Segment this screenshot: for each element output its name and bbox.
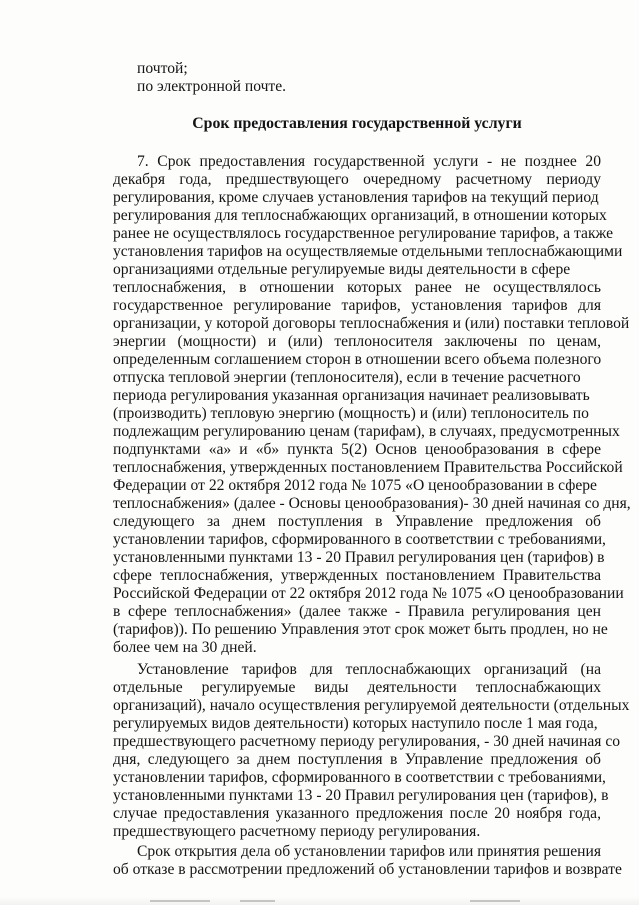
paragraph-2-line: предшествующего расчетному периоду регулирования, - 30 дней начиная со (113, 733, 621, 750)
paragraph-1-line: подлежащим регулированию ценам (тарифам), в случаях, предусмотренных (113, 423, 620, 440)
paragraph-1-line: (тарифов)). По решению Управления этот срок может быть продлен, но не (113, 621, 608, 638)
paragraph-1-line: 7. Срок предоставления государственной услуги - не позднее 20 (137, 153, 601, 170)
paragraph-1-line: сфере теплоснабжения, утвержденных постановлением Правительства (113, 567, 601, 584)
paragraph-1-line: государственное регулирование тарифов, установления тарифов для (113, 297, 601, 314)
paragraph-1-line: энергии (мощности) и (или) теплоносителя заключены по ценам, (113, 333, 601, 350)
paragraph-1-line: организациями отдельные регулируемые виды деятельности в сфере (113, 261, 571, 278)
list-item-mail: почтой; (137, 60, 188, 77)
paragraph-1-line: установления тарифов на осуществляемые отдельными теплоснабжающими (113, 243, 623, 260)
paragraph-1-line: теплоснабжения, в отношении которых ранее не осуществлялось (113, 279, 601, 296)
scan-mark (470, 900, 520, 902)
scan-mark (240, 900, 275, 902)
paragraph-1-line: установленными пунктами 13 - 20 Правил регулирования цен (тарифов) в (113, 549, 605, 566)
paragraph-1-line: следующего за днем поступления в Управление предложения об (113, 513, 601, 530)
paragraph-1-line: теплоснабжения, утвержденных постановлением Правительства Российской (113, 459, 623, 476)
paragraph-1-line: (производить) тепловую энергию (мощность) и (или) теплоноситель по (113, 405, 589, 422)
section-title: Срок предоставления государственной услуги (192, 115, 522, 132)
paragraph-1-line: Федерации от 22 октября 2012 года № 1075 «О ценообразовании в сфере (113, 477, 597, 494)
paragraph-1-line: организации, у которой договоры теплоснабжения и (или) поставки тепловой (113, 315, 630, 332)
paragraph-1-line: периода регулирования указанная организация начинает реализовывать (113, 387, 590, 404)
paragraph-3-line: Срок открытия дела об установлении тарифов или принятия решения (137, 843, 601, 860)
paragraph-2-line: случае предоставления указанного предложения после 20 ноября года, (113, 805, 601, 822)
paragraph-1-line: Российской Федерации от 22 октября 2012 года № 1075 «О ценообразовании (113, 585, 624, 602)
scan-shadow (0, 897, 639, 905)
paragraph-2-line: предшествующего расчетному периоду регулирования. (113, 823, 481, 840)
paragraph-1-line: в сфере теплоснабжения» (далее также - Правила регулирования цен (113, 603, 601, 620)
paragraph-2-line: организаций), начало осуществления регулируемой деятельности (отдельных (113, 697, 630, 714)
paragraph-2-line: отдельные регулируемые виды деятельности теплоснабжающих (113, 679, 601, 696)
scan-mark (150, 900, 210, 902)
paragraph-1-line: регулирования для теплоснабжающих организаций, в отношении которых (113, 207, 607, 224)
paragraph-1-line: ранее не осуществлялось государственное регулирование тарифов, а также (113, 225, 614, 242)
paragraph-1-line: подпунктами «а» и «б» пункта 5(2) Основ ценообразования в сфере (113, 441, 601, 458)
paragraph-1-line: теплоснабжения» (далее - Основы ценообразования)- 30 дней начиная со дня, (113, 495, 631, 512)
paragraph-1-line: установлении тарифов, сформированного в соответствии с требованиями, (113, 531, 606, 548)
paragraph-3-line: об отказе в рассмотрении предложений об установлении тарифов и возврате (113, 861, 622, 878)
paragraph-2-line: установлении тарифов, сформированного в соответствии с требованиями, (113, 769, 606, 786)
paragraph-1-line: отпуска тепловой энергии (теплоносителя), если в течение расчетного (113, 369, 581, 386)
paragraph-2-line: дня, следующего за днем поступления в Управление предложения об (113, 751, 601, 768)
paragraph-1-line: более чем на 30 дней. (113, 639, 257, 656)
paragraph-1-line: определенным соглашением сторон в отношении всего объема полезного (113, 351, 602, 368)
paragraph-1-line: регулирования, кроме случаев установления тарифов на текущий период (113, 189, 599, 206)
paragraph-2-line: регулируемых видов деятельности) которых наступило после 1 мая года, (113, 715, 598, 732)
paragraph-2-line: Установление тарифов для теплоснабжающих организаций (на (137, 661, 601, 678)
paragraph-2-line: установленными пунктами 13 - 20 Правил регулирования цен (тарифов), в (113, 787, 609, 804)
paragraph-1-line: декабря года, предшествующего очередному расчетному периоду (113, 171, 601, 188)
list-item-email: по электронной почте. (137, 78, 287, 95)
